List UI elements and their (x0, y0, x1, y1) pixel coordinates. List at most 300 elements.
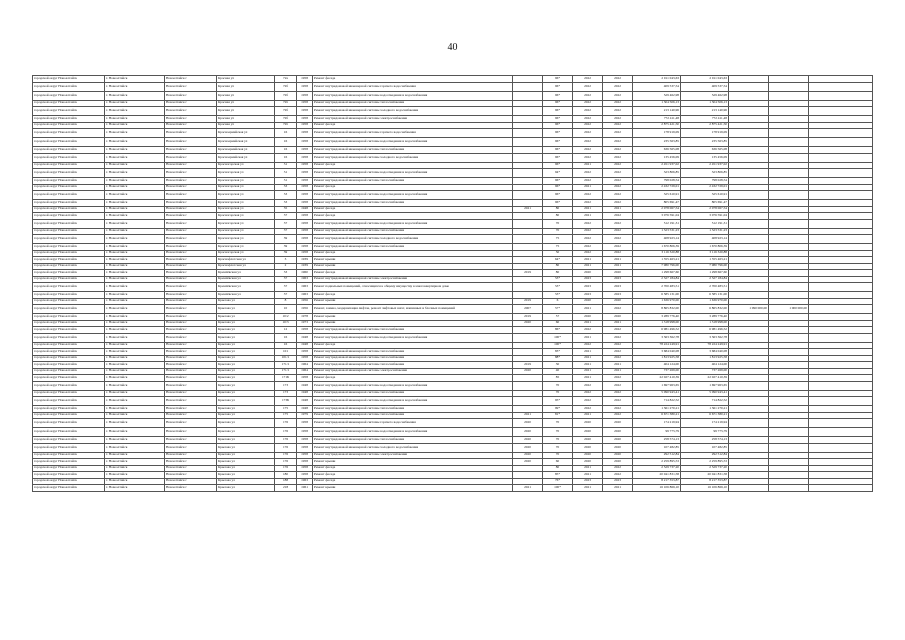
cell-house-number: 72б (275, 100, 297, 107)
cell-total-cost: 16 106 866,10 (633, 485, 681, 492)
cell-plan-end-year: 2023 (603, 292, 633, 299)
cell-total-cost: 20 041 831,58 (633, 472, 681, 479)
cell-municipality: городской округ Новоалтайск (33, 257, 105, 264)
cell-plan-end-year: 2020 (603, 443, 633, 452)
cell-locality: Новоалтайск г (165, 342, 217, 349)
cell-locality: Новоалтайск г (165, 184, 217, 191)
cell-year-built: 1958 (297, 122, 313, 129)
cell-fund-cost: 2 011 043,63 (681, 76, 729, 83)
cell-wear-percent: 96* (543, 107, 573, 116)
cell-settlement: г. Новоалтайск (105, 91, 165, 100)
cell-locality: Новоалтайск г (165, 472, 217, 479)
cell-locality: Новоалтайск г (165, 263, 217, 270)
cell-house-number: 16 (275, 147, 297, 154)
cell-year-built: 1958 (297, 76, 313, 83)
cell-last-repair-year (513, 153, 543, 162)
cell-wear-percent: 70 (543, 443, 573, 452)
cell-work-type: Ремонт крыши (313, 485, 513, 492)
cell-work-type: Ремонт внутридомовой инженерной системы теплоснабжения (313, 362, 513, 369)
cell-wear-percent: 100* (543, 485, 573, 492)
cell-house-number: 39 (275, 235, 297, 244)
cell-fund-cost: 1 355 463,21 (681, 257, 729, 264)
cell-total-cost: 8 217 353,87 (633, 478, 681, 485)
cell-total-cost: 1 298 667,60 (633, 270, 681, 277)
cell-street: Крылова ул (217, 375, 275, 382)
cell-year-built: 1956 (297, 305, 313, 314)
cell-total-cost: 1 318 998,00 (633, 320, 681, 327)
cell-wear-percent: 70 (543, 428, 573, 437)
cell-total-cost: 772 411,48 (633, 116, 681, 123)
cell-last-repair-year (513, 191, 543, 200)
cell-total-cost: 6 585 131,00 (633, 292, 681, 299)
cell-wear-percent: 96* (543, 178, 573, 185)
cell-wear-percent: 80 (543, 465, 573, 472)
cell-locality: Новоалтайск г (165, 100, 217, 107)
cell-municipality: городской округ Новоалтайск (33, 342, 105, 349)
cell-fund-cost: 135 456,09 (681, 153, 729, 162)
cell-plan-end-year: 2022 (603, 122, 633, 129)
cell-plan-end-year: 2022 (603, 178, 633, 185)
cell-locality: Новоалтайск г (165, 147, 217, 154)
cell-total-cost: 3 684 040,08 (633, 349, 681, 356)
cell-plan-end-year: 2022 (603, 305, 633, 314)
cell-municipality: городской округ Новоалтайск (33, 443, 105, 452)
cell-total-cost: 3 363 362,78 (633, 333, 681, 342)
cell-municipality: городской округ Новоалтайск (33, 82, 105, 91)
cell-total-cost: 235 563,85 (633, 138, 681, 147)
cell-settlement: г. Новоалтайск (105, 443, 165, 452)
cell-locality: Новоалтайск г (165, 314, 217, 321)
cell-year-built: 1948 (297, 342, 313, 349)
cell-wear-percent: 96* (543, 200, 573, 207)
cell-year-built: 1948 (297, 390, 313, 397)
cell-note (809, 219, 873, 228)
cell-note (809, 428, 873, 437)
table-row (33, 138, 873, 147)
cell-work-type: Ремонт внутридомовой инженерной системы водоотведения и водоснабжения (313, 428, 513, 437)
cell-total-cost: 798 028,54 (633, 178, 681, 185)
table-row (33, 381, 873, 390)
cell-fund-cost: 2 451 937,02 (681, 162, 729, 169)
cell-plan-end-year: 2020 (603, 459, 633, 466)
cell-plan-start-year: 2022 (573, 116, 603, 123)
cell-budget-cost (729, 283, 769, 292)
cell-year-built: 1960 (297, 270, 313, 277)
cell-plan-start-year: 2020 (573, 452, 603, 459)
cell-plan-end-year: 2022 (603, 327, 633, 334)
cell-wear-percent: 96* (543, 76, 573, 83)
cell-municipality: городской округ Новоалтайск (33, 472, 105, 479)
cell-locality: Новоалтайск г (165, 390, 217, 397)
cell-fund-cost: 3 363 362,78 (681, 333, 729, 342)
cell-work-type: Ремонт внутридомовой инженерной системы теплоснабжения (313, 244, 513, 251)
cell-locality: Новоалтайск г (165, 375, 217, 382)
cell-plan-end-year: 2022 (603, 184, 633, 191)
cell-locality: Новоалтайск г (165, 362, 217, 369)
cell-year-built: 1958 (297, 250, 313, 257)
table-row (33, 397, 873, 406)
cell-plan-end-year: 2022 (603, 129, 633, 138)
cell-municipality: городской округ Новоалтайск (33, 76, 105, 83)
cell-last-repair-year: 2007 (513, 305, 543, 314)
cell-wear-percent: 88* (543, 355, 573, 362)
cell-street: Красногорская ул (217, 178, 275, 185)
cell-year-built: 1958 (297, 452, 313, 459)
cell-total-cost: 714 822,52 (633, 397, 681, 406)
cell-plan-end-year: 2023 (603, 276, 633, 283)
cell-wear-percent: 80 (543, 213, 573, 220)
cell-settlement: г. Новоалтайск (105, 412, 165, 419)
cell-settlement: г. Новоалтайск (105, 129, 165, 138)
cell-house-number: 180 (275, 472, 297, 479)
cell-fund-cost: 107 482,85 (681, 443, 729, 452)
cell-settlement: г. Новоалтайск (105, 419, 165, 428)
cell-municipality: городской округ Новоалтайск (33, 244, 105, 251)
cell-street: Крылова ул (217, 327, 275, 334)
cell-street: Крылова ул (217, 305, 275, 314)
cell-work-type: Ремонт крыши (313, 298, 513, 305)
cell-house-number: 175 (275, 412, 297, 419)
cell-locality: Новоалтайск г (165, 428, 217, 437)
cell-fund-cost: 1 697 963,65 (681, 381, 729, 390)
cell-plan-start-year: 2023 (573, 283, 603, 292)
cell-settlement: г. Новоалтайск (105, 244, 165, 251)
cell-plan-end-year: 2022 (603, 116, 633, 123)
cell-budget-cost (729, 485, 769, 492)
cell-work-type: Ремонт фасада (313, 122, 513, 129)
cell-settlement: г. Новоалтайск (105, 298, 165, 305)
cell-year-built: 1958 (297, 91, 313, 100)
cell-street: Крылова ул (217, 368, 275, 375)
cell-plan-start-year: 2022 (573, 228, 603, 235)
table-row (33, 485, 873, 492)
cell-year-built: 1958 (297, 178, 313, 185)
cell-budget-cost (729, 235, 769, 244)
cell-year-built: 1958 (297, 147, 313, 154)
cell-house-number: 37 (275, 213, 297, 220)
cell-locality: Новоалтайск г (165, 162, 217, 169)
cell-house-number: 37 (275, 228, 297, 235)
cell-work-type: Ремонт фасада (313, 184, 513, 191)
cell-last-repair-year (513, 138, 543, 147)
cell-total-cost: 22 027 410,39 (633, 375, 681, 382)
cell-municipality: городской округ Новоалтайск (33, 419, 105, 428)
cell-settlement: г. Новоалтайск (105, 333, 165, 342)
cell-municipality: городской округ Новоалтайск (33, 465, 105, 472)
cell-wear-percent: 85 (543, 375, 573, 382)
cell-house-number: 33 (275, 270, 297, 277)
cell-municipality: городской округ Новоалтайск (33, 206, 105, 213)
table-row (33, 443, 873, 452)
cell-wear-percent: 95* (543, 397, 573, 406)
cell-plan-start-year: 2023 (573, 478, 603, 485)
cell-plan-start-year: 2022 (573, 169, 603, 178)
cell-year-built: 1958 (297, 100, 313, 107)
cell-house-number: 16 (275, 153, 297, 162)
cell-fund-cost: 2 529 737,20 (681, 465, 729, 472)
cell-year-built: 1958 (297, 244, 313, 251)
cell-note (809, 397, 873, 406)
cell-house-number: 176 (275, 459, 297, 466)
cell-last-repair-year (513, 107, 543, 116)
cell-total-cost: 636 565,08 (633, 147, 681, 154)
cell-street: Крылова ул (217, 478, 275, 485)
cell-wear-percent: 60 (543, 459, 573, 466)
cell-settlement: г. Новоалтайск (105, 355, 165, 362)
cell-plan-end-year: 2022 (603, 228, 633, 235)
cell-plan-start-year: 2020 (573, 428, 603, 437)
cell-fund-cost: 2 875 421,50 (681, 122, 729, 129)
cell-municipality: городской округ Новоалтайск (33, 228, 105, 235)
cell-plan-start-year: 2021 (573, 206, 603, 213)
cell-locality: Новоалтайск г (165, 381, 217, 390)
cell-total-cost: 1 323 531,23 (633, 228, 681, 235)
cell-other-cost (769, 397, 809, 406)
cell-municipality: городской округ Новоалтайск (33, 349, 105, 356)
cell-total-cost: 529 462,98 (633, 91, 681, 100)
cell-last-repair-year (513, 397, 543, 406)
cell-work-type: Ремонт внутридомовой инженерной системы теплоснабжения (313, 390, 513, 397)
cell-total-cost: 135 456,09 (633, 153, 681, 162)
cell-locality: Новоалтайск г (165, 228, 217, 235)
cell-wear-percent: 70 (543, 390, 573, 397)
cell-total-cost: 404 124,00 (633, 362, 681, 369)
cell-wear-percent: 96* (543, 153, 573, 162)
cell-fund-cost: 1 361 270,21 (681, 406, 729, 413)
cell-fund-cost: 2 432 729,01 (681, 184, 729, 191)
cell-plan-start-year: 2023 (573, 292, 603, 299)
cell-house-number: 188 (275, 478, 297, 485)
table-row (33, 107, 873, 116)
cell-fund-cost: 512 191,31 (681, 219, 729, 228)
cell-last-repair-year (513, 129, 543, 138)
cell-settlement: г. Новоалтайск (105, 235, 165, 244)
cell-plan-start-year: 2021 (573, 412, 603, 419)
cell-note (809, 305, 873, 314)
cell-house-number: 2 (275, 263, 297, 270)
cell-last-repair-year: 2020 (513, 428, 543, 437)
cell-total-cost: 2 700 483,51 (633, 283, 681, 292)
cell-house-number: 37 (275, 219, 297, 228)
cell-wear-percent: 96* (543, 191, 573, 200)
cell-wear-percent: 70 (543, 381, 573, 390)
cell-wear-percent: 96* (543, 100, 573, 107)
cell-street: Красногорская ул (217, 213, 275, 220)
cell-plan-start-year: 2021 (573, 305, 603, 314)
table-row (33, 428, 873, 437)
cell-fund-cost: 20 041 831,58 (681, 472, 729, 479)
cell-last-repair-year: 2020 (513, 459, 543, 466)
cell-street: Краснофлотская ул (217, 263, 275, 270)
cell-plan-end-year: 2022 (603, 333, 633, 342)
cell-total-cost: 7 980 796,00 (633, 263, 681, 270)
cell-work-type: Ремонт внутридомовой инженерной системы теплоснабжения (313, 437, 513, 444)
cell-street: Крылова ул (217, 381, 275, 390)
cell-plan-end-year: 2022 (603, 250, 633, 257)
cell-plan-end-year: 2020 (603, 270, 633, 277)
cell-settlement: г. Новоалтайск (105, 349, 165, 356)
cell-house-number: 171/1 (275, 362, 297, 369)
cell-wear-percent: 94* (543, 169, 573, 178)
cell-work-type: Ремонт внутридомовой инженерной системы электроснабжения (313, 276, 513, 283)
cell-street: Кремлёвская ул (217, 270, 275, 277)
cell-locality: Новоалтайск г (165, 244, 217, 251)
cell-street: Красногорская ул (217, 228, 275, 235)
cell-street: Крылова ул (217, 397, 275, 406)
cell-wear-percent: 70 (543, 419, 573, 428)
cell-total-cost: 737 269,00 (633, 368, 681, 375)
cell-year-built: 1964 (297, 362, 313, 369)
cell-locality: Новоалтайск г (165, 270, 217, 277)
cell-locality: Новоалтайск г (165, 122, 217, 129)
cell-settlement: г. Новоалтайск (105, 437, 165, 444)
cell-plan-end-year: 2022 (603, 349, 633, 356)
cell-locality: Новоалтайск г (165, 452, 217, 459)
cell-wear-percent: 80 (543, 263, 573, 270)
cell-plan-end-year: 2022 (603, 381, 633, 390)
cell-municipality: городской округ Новоалтайск (33, 213, 105, 220)
cell-house-number: 176 (275, 443, 297, 452)
cell-fund-cost: 2 327 184,84 (681, 276, 729, 283)
cell-settlement: г. Новоалтайск (105, 428, 165, 437)
cell-wear-percent: 96* (543, 162, 573, 169)
cell-last-repair-year: 2021 (513, 412, 543, 419)
cell-settlement: г. Новоалтайск (105, 327, 165, 334)
cell-locality: Новоалтайск г (165, 437, 217, 444)
cell-house-number: 176 (275, 465, 297, 472)
cell-settlement: г. Новоалтайск (105, 342, 165, 349)
cell-last-repair-year: 2020 (513, 368, 543, 375)
cell-plan-end-year: 2022 (603, 91, 633, 100)
cell-locality: Новоалтайск г (165, 91, 217, 100)
cell-year-built: 1958 (297, 355, 313, 362)
cell-street: Крылова ул (217, 459, 275, 466)
cell-fund-cost: 325 610,91 (681, 191, 729, 200)
cell-house-number: 33 (275, 200, 297, 207)
cell-locality: Новоалтайск г (165, 406, 217, 413)
cell-note (809, 129, 873, 138)
cell-fund-cost: 2 700 483,51 (681, 283, 729, 292)
cell-locality: Новоалтайск г (165, 485, 217, 492)
cell-total-cost: 2 451 937,02 (633, 162, 681, 169)
cell-locality: Новоалтайск г (165, 200, 217, 207)
cell-work-type: Ремонт внутридомовой инженерной системы электроснабжения (313, 452, 513, 459)
cell-municipality: городской округ Новоалтайск (33, 169, 105, 178)
cell-work-type: Ремонт внутридомовой инженерной системы холодного водоснабжения (313, 443, 513, 452)
cell-plan-start-year: 2021 (573, 472, 603, 479)
cell-settlement: г. Новоалтайск (105, 219, 165, 228)
cell-settlement: г. Новоалтайск (105, 147, 165, 154)
cell-wear-percent: 85* (543, 472, 573, 479)
cell-municipality: городской округ Новоалтайск (33, 320, 105, 327)
cell-plan-start-year: 2021 (573, 213, 603, 220)
cell-house-number: 33 (275, 191, 297, 200)
cell-locality: Новоалтайск г (165, 250, 217, 257)
cell-street: Крылова ул (217, 428, 275, 437)
cell-settlement: г. Новоалтайск (105, 459, 165, 466)
cell-other-cost (769, 283, 809, 292)
cell-locality: Новоалтайск г (165, 443, 217, 452)
cell-settlement: г. Новоалтайск (105, 228, 165, 235)
cell-other-cost (769, 129, 809, 138)
cell-settlement: г. Новоалтайск (105, 314, 165, 321)
cell-last-repair-year: 2020 (513, 452, 543, 459)
table-row (33, 82, 873, 91)
cell-note (809, 138, 873, 147)
cell-house-number: 16 (275, 129, 297, 138)
cell-wear-percent: 50 (543, 250, 573, 257)
cell-house-number: 176 (275, 428, 297, 437)
cell-other-cost (769, 485, 809, 492)
cell-plan-end-year: 2022 (603, 472, 633, 479)
cell-plan-start-year: 2022 (573, 82, 603, 91)
cell-year-built: 1961 (297, 485, 313, 492)
table-row (33, 169, 873, 178)
cell-plan-start-year: 2022 (573, 107, 603, 116)
cell-budget-cost (729, 91, 769, 100)
cell-settlement: г. Новоалтайск (105, 263, 165, 270)
cell-fund-cost: 3 289 776,40 (681, 314, 729, 321)
cell-fund-cost: 213 140,96 (681, 107, 729, 116)
cell-note (809, 419, 873, 428)
cell-municipality: городской округ Новоалтайск (33, 107, 105, 116)
cell-work-type: Ремонт внутридомовой инженерной системы водоотведения и водоснабжения (313, 333, 513, 342)
cell-street: Красногорская ул (217, 191, 275, 200)
cell-street: Крылова ул (217, 412, 275, 419)
cell-plan-start-year: 2022 (573, 91, 603, 100)
table-row (33, 333, 873, 342)
cell-settlement: г. Новоалтайск (105, 250, 165, 257)
cell-year-built: 1948 (297, 406, 313, 413)
cell-settlement: г. Новоалтайск (105, 257, 165, 264)
cell-note (809, 82, 873, 91)
cell-note (809, 443, 873, 452)
cell-street: Кремлёвская ул (217, 276, 275, 283)
cell-fund-cost: 78 224 249,91 (681, 342, 729, 349)
cell-plan-end-year: 2022 (603, 200, 633, 207)
cell-budget-cost (729, 219, 769, 228)
cell-year-built: 1958 (297, 116, 313, 123)
cell-plan-end-year: 2021 (603, 362, 633, 369)
cell-house-number: 37 (275, 283, 297, 292)
cell-work-type: Ремонт фасада (313, 76, 513, 83)
cell-wear-percent: 70 (543, 228, 573, 235)
cell-plan-end-year: 2022 (603, 191, 633, 200)
cell-year-built: 1958 (297, 459, 313, 466)
cell-house-number: 218 (275, 485, 297, 492)
cell-settlement: г. Новоалтайск (105, 305, 165, 314)
cell-plan-start-year: 2021 (573, 349, 603, 356)
cell-plan-end-year: 2020 (603, 437, 633, 444)
cell-locality: Новоалтайск г (165, 412, 217, 419)
cell-year-built: 1948 (297, 397, 313, 406)
cell-street: Крылова ул (217, 320, 275, 327)
table-row (33, 129, 873, 138)
cell-other-cost (769, 153, 809, 162)
cell-plan-end-year: 2022 (603, 375, 633, 382)
cell-plan-end-year: 2020 (603, 428, 633, 437)
cell-work-type: Ремонт фасада (313, 250, 513, 257)
cell-street: Крылова ул (217, 406, 275, 413)
cell-fund-cost: 2 259 895,53 (681, 459, 729, 466)
cell-plan-end-year: 2020 (603, 452, 633, 459)
cell-work-type: Ремонт внутридомовой инженерной системы теплоснабжения (313, 228, 513, 235)
cell-budget-cost (729, 153, 769, 162)
table-row (33, 191, 873, 200)
cell-locality: Новоалтайск г (165, 292, 217, 299)
cell-plan-start-year: 2022 (573, 244, 603, 251)
cell-street: Красногорская ул (217, 206, 275, 213)
